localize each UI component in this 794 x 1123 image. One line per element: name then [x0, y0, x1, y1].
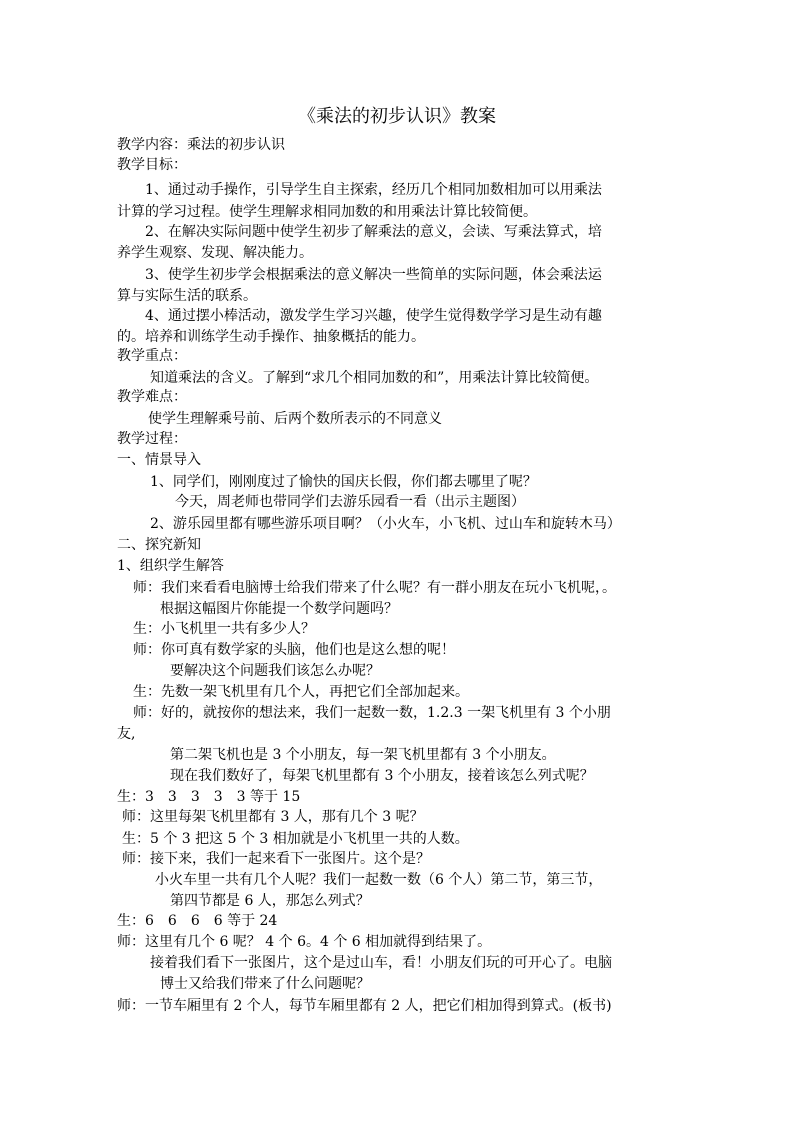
goal-4-line-2: 的。培养和训练学生动手操作、抽象概括的能力。 [117, 329, 425, 345]
teaching-content-line: 教学内容：乘法的初步认识 [117, 137, 285, 153]
dialog-line: 博士又给我们带来了什么问题呢？ [160, 976, 370, 992]
dialog-line: 第二架飞机也是 3 个小朋友，每一架飞机里都有 3 个小朋友。 [170, 747, 556, 763]
dialog-line: 师：好的，就按你的想法来，我们一起数一数，1.2.3 一架飞机里有 3 个小朋 [133, 705, 611, 721]
dialog-line: 师：我们来看看电脑博士给我们带来了什么呢？有一群小朋友在玩小飞机呢，。 [133, 580, 616, 596]
dialog-line: 师：一节车厢里有 2 个人，每节车厢里都有 2 人，把它们相加得到算式。(板书) [117, 998, 612, 1014]
dialog-line: 生：先数一架飞机里有几个人，再把它们全部加起来。 [133, 684, 469, 700]
dialog-line: 现在我们数好了，每架飞机里都有 3 个小朋友，接着该怎么列式呢？ [170, 768, 594, 784]
key-points-heading: 教学重点： [117, 348, 187, 364]
goal-2-line-2: 养学生观察、发现、解决能力。 [117, 245, 313, 261]
goal-1-line-2: 计算的学习过程。使学生理解求相同加数的和用乘法计算比较简便。 [117, 204, 537, 220]
dialog-line: 要解决这个问题我们该怎么办呢？ [170, 663, 380, 679]
section-2-heading: 二、探究新知 [117, 537, 201, 553]
difficulties-text: 使学生理解乘号前、后两个数所表示的不同意义 [148, 411, 442, 427]
dialog-line: 小火车里一共有几个人呢？我们一起数一数（6 个人）第二节，第三节， [155, 872, 603, 888]
goal-4-line-1: 4、通过摆小棒活动，激发学生学习兴趣，使学生觉得数学学习是生动有趣 [145, 308, 602, 324]
dialog-line: 第四节都是 6 人，那怎么列式？ [170, 893, 370, 909]
dialog-line: 师：这里每架飞机里都有 3 人，那有几个 3 呢？ [122, 809, 424, 825]
document-title: 《乘法的初步认识》教案 [298, 106, 496, 127]
section-1-heading: 一、情景导入 [117, 452, 201, 468]
dialog-line: 师：你可真有数学家的头脑，他们也是这么想的呢！ [133, 642, 455, 658]
dialog-line: 接着我们看下一张图片，这个是过山车，看！小朋友们玩的可开心了。电脑 [150, 955, 612, 971]
teaching-goals-heading: 教学目标： [117, 157, 187, 173]
key-points-text: 知道乘法的含义。了解到“求几个相同加数的和”，用乘法计算比较简便。 [150, 370, 599, 386]
dialog-line: 友, [117, 726, 136, 742]
goal-2-line-1: 2、在解决实际问题中使学生初步了解乘法的意义，会读、写乘法算式，培 [145, 224, 602, 240]
sub-heading-1: 1、组织学生解答 [117, 558, 224, 574]
goal-3-line-1: 3、使学生初步学会根据乘法的意义解决一些简单的实际问题，体会乘法运 [145, 267, 602, 283]
dialog-line: 生：5 个 3 把这 5 个 3 相加就是小飞机里一共的人数。 [122, 831, 469, 847]
difficulties-heading: 教学难点： [117, 389, 187, 405]
intro-line-3: 2、游乐园里都有哪些游乐项目啊？（小火车，小飞机、过山车和旋转木马） [150, 516, 621, 532]
goal-1-line-1: 1、通过动手操作，引导学生自主探索，经历几个相同加数相加可以用乘法 [145, 182, 602, 198]
dialog-line: 师：接下来，我们一起来看下一张图片。这个是？ [122, 851, 430, 867]
intro-line-1: 1、同学们，刚刚度过了愉快的国庆长假，你们都去哪里了呢？ [150, 474, 537, 490]
process-heading: 教学过程： [117, 431, 187, 447]
goal-3-line-2: 算与实际生活的联系。 [117, 288, 257, 304]
dialog-line: 根据这幅图片你能提一个数学问题吗？ [160, 601, 398, 617]
dialog-line: 生：小飞机里一共有多少人？ [133, 621, 315, 637]
dialog-line: 生：3 3 3 3 3 等于 15 [117, 789, 301, 805]
dialog-line: 生：6 6 6 6 等于 24 [117, 913, 278, 929]
dialog-line: 师：这里有几个 6 呢？ 4 个 6。4 个 6 相加就得到结果了。 [117, 934, 492, 950]
intro-line-2: 今天，周老师也带同学们去游乐园看一看（出示主题图） [175, 494, 525, 510]
